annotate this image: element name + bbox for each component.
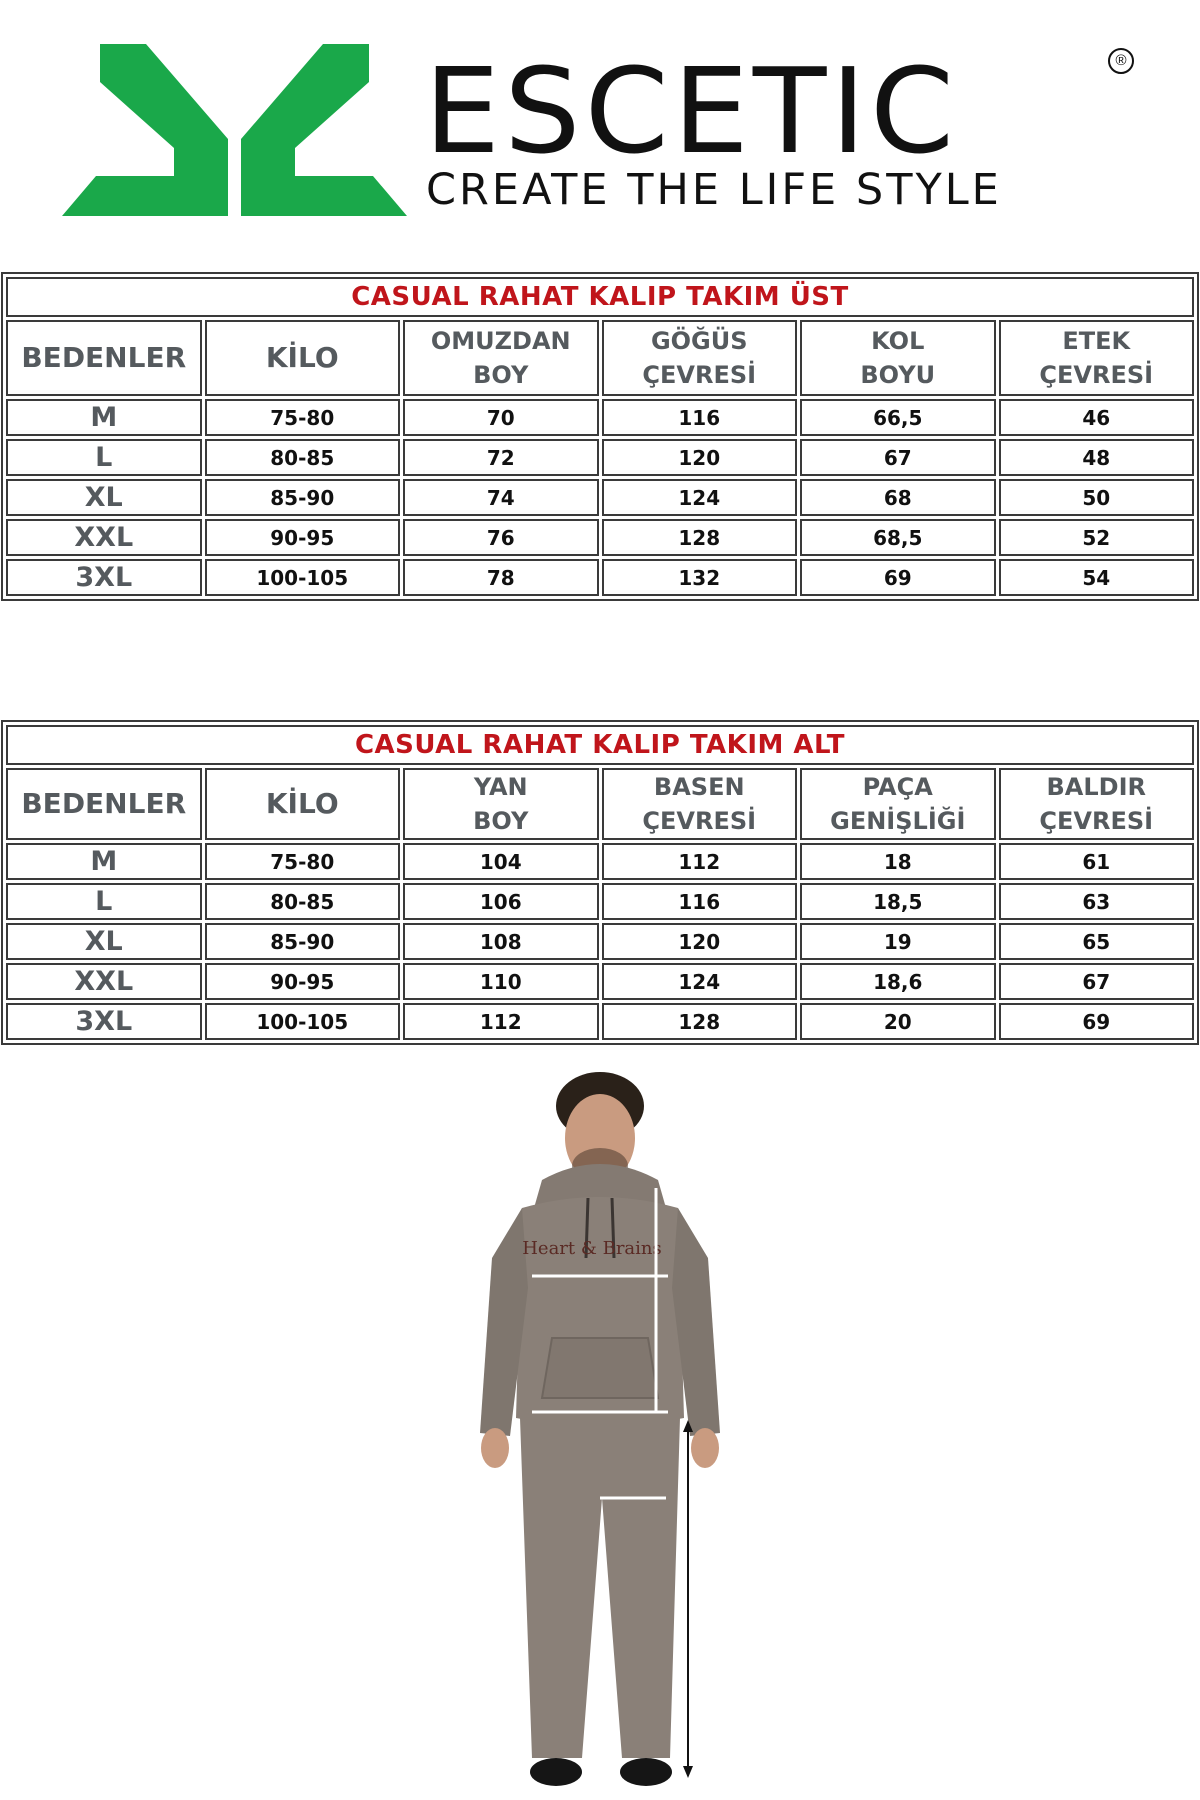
- value-cell: 120: [602, 923, 798, 960]
- value-cell: 69: [999, 1003, 1195, 1040]
- header-line: KİLO: [265, 787, 339, 820]
- value-cell: 50: [999, 479, 1195, 516]
- header-line: BEDENLER: [21, 787, 187, 820]
- header-line: BOY: [473, 361, 529, 389]
- size-table-bottom: [1, 720, 1199, 1045]
- value-cell: 106: [403, 883, 599, 920]
- model-photo: [470, 1068, 730, 1798]
- header-line: BALDIR: [1046, 773, 1146, 801]
- table-row: [6, 519, 1194, 556]
- header-cell: [403, 768, 599, 840]
- model-left-shoe: [530, 1758, 582, 1786]
- size-cell: XL: [6, 479, 202, 516]
- header-cell: [999, 320, 1195, 396]
- header-line: BOYU: [860, 361, 936, 389]
- value-cell: 18: [800, 843, 996, 880]
- size-cell: 3XL: [6, 1003, 202, 1040]
- header-cell: [6, 768, 202, 840]
- header-line: KOL: [871, 327, 925, 355]
- size-cell: 3XL: [6, 559, 202, 596]
- header-line: ÇEVRESİ: [642, 807, 757, 835]
- table-row: [6, 439, 1194, 476]
- value-cell: 120: [602, 439, 798, 476]
- header-cell: [602, 768, 798, 840]
- header-cell: [205, 320, 401, 396]
- header-line: PAÇA: [862, 773, 933, 801]
- size-cell: XL: [6, 923, 202, 960]
- logo-right-stroke: [241, 44, 407, 216]
- header-line: ÇEVRESİ: [1039, 361, 1154, 389]
- value-cell: 124: [602, 479, 798, 516]
- header-cell: [999, 768, 1195, 840]
- value-cell: 128: [602, 519, 798, 556]
- header-line: ÇEVRESİ: [1039, 807, 1154, 835]
- table-row: [6, 883, 1194, 920]
- header-cell: [800, 320, 996, 396]
- header-line: GÖĞÜS: [650, 327, 748, 355]
- header-line: OMUZDAN: [430, 327, 571, 355]
- header-line: KİLO: [265, 341, 339, 374]
- value-cell: 76: [403, 519, 599, 556]
- size-cell: M: [6, 399, 202, 436]
- value-cell: 52: [999, 519, 1195, 556]
- table-title: CASUAL RAHAT KALIP TAKIM ÜST: [6, 277, 1194, 317]
- value-cell: 54: [999, 559, 1195, 596]
- model-right-hand: [691, 1428, 719, 1468]
- value-cell: 68: [800, 479, 996, 516]
- size-cell: XXL: [6, 519, 202, 556]
- table-header-row: [6, 320, 1194, 396]
- table-header-row: [6, 768, 1194, 840]
- value-cell: 116: [602, 399, 798, 436]
- value-cell: 48: [999, 439, 1195, 476]
- size-cell: L: [6, 439, 202, 476]
- header-line: BASEN: [653, 773, 745, 801]
- value-cell: 72: [403, 439, 599, 476]
- brand-name: ESCETIC: [424, 42, 959, 180]
- value-cell: 75-80: [205, 399, 401, 436]
- hoodie-print: Heart & Brains: [522, 1238, 662, 1259]
- value-cell: 70: [403, 399, 599, 436]
- header-cell: [6, 320, 202, 396]
- arrow-down-icon: [683, 1766, 693, 1778]
- value-cell: 68,5: [800, 519, 996, 556]
- brand-header: [0, 0, 1200, 240]
- header-cell: [205, 768, 401, 840]
- size-cell: M: [6, 843, 202, 880]
- value-cell: 67: [800, 439, 996, 476]
- size-cell: XXL: [6, 963, 202, 1000]
- value-cell: 90-95: [205, 519, 401, 556]
- value-cell: 128: [602, 1003, 798, 1040]
- value-cell: 61: [999, 843, 1195, 880]
- size-cell: L: [6, 883, 202, 920]
- table-row: [6, 399, 1194, 436]
- registered-mark: ®: [1108, 48, 1134, 74]
- value-cell: 104: [403, 843, 599, 880]
- table-row: [6, 923, 1194, 960]
- value-cell: 108: [403, 923, 599, 960]
- pants: [520, 1418, 680, 1758]
- value-cell: 132: [602, 559, 798, 596]
- model-right-shoe: [620, 1758, 672, 1786]
- header-line: YAN: [473, 773, 528, 801]
- model-left-hand: [481, 1428, 509, 1468]
- value-cell: 67: [999, 963, 1195, 1000]
- value-cell: 78: [403, 559, 599, 596]
- header-cell: [403, 320, 599, 396]
- brand-slogan: CREATE THE LIFE STYLE: [426, 165, 1002, 215]
- table-row: [6, 479, 1194, 516]
- table-row: [6, 1003, 1194, 1040]
- table-row: [6, 843, 1194, 880]
- value-cell: 19: [800, 923, 996, 960]
- value-cell: 110: [403, 963, 599, 1000]
- hoodie-pocket: [542, 1338, 658, 1398]
- value-cell: 69: [800, 559, 996, 596]
- value-cell: 18,5: [800, 883, 996, 920]
- value-cell: 116: [602, 883, 798, 920]
- table-row: [6, 963, 1194, 1000]
- value-cell: 90-95: [205, 963, 401, 1000]
- value-cell: 100-105: [205, 559, 401, 596]
- value-cell: 100-105: [205, 1003, 401, 1040]
- value-cell: 124: [602, 963, 798, 1000]
- table-row: [6, 559, 1194, 596]
- value-cell: 85-90: [205, 923, 401, 960]
- header-line: BOY: [473, 807, 529, 835]
- value-cell: 75-80: [205, 843, 401, 880]
- brand-logo-icon: [62, 44, 407, 216]
- value-cell: 65: [999, 923, 1195, 960]
- header-cell: [800, 768, 996, 840]
- value-cell: 20: [800, 1003, 996, 1040]
- value-cell: 112: [403, 1003, 599, 1040]
- value-cell: 46: [999, 399, 1195, 436]
- header-line: ETEK: [1062, 327, 1131, 355]
- size-table-top: [1, 272, 1199, 601]
- header-cell: [602, 320, 798, 396]
- value-cell: 66,5: [800, 399, 996, 436]
- value-cell: 18,6: [800, 963, 996, 1000]
- header-line: ÇEVRESİ: [642, 361, 757, 389]
- header-line: GENİŞLİĞİ: [830, 807, 966, 835]
- value-cell: 112: [602, 843, 798, 880]
- logo-left-stroke: [62, 44, 228, 216]
- table-title: CASUAL RAHAT KALIP TAKIM ALT: [6, 725, 1194, 765]
- value-cell: 63: [999, 883, 1195, 920]
- value-cell: 80-85: [205, 439, 401, 476]
- header-line: BEDENLER: [21, 341, 187, 374]
- value-cell: 80-85: [205, 883, 401, 920]
- value-cell: 85-90: [205, 479, 401, 516]
- value-cell: 74: [403, 479, 599, 516]
